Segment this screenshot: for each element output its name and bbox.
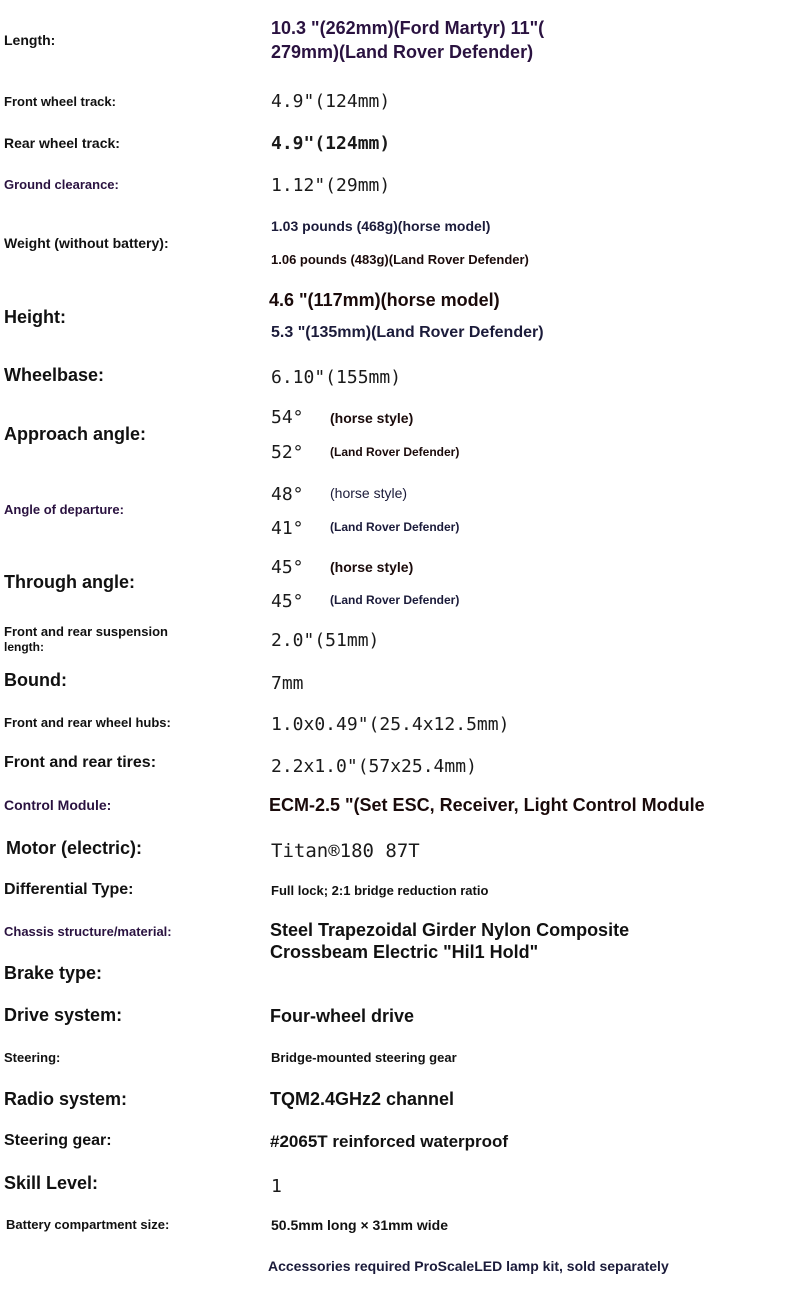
rear-track-value: 4.9"(124mm) xyxy=(271,133,391,154)
radio-label: Radio system: xyxy=(4,1089,128,1109)
length-value-1: 10.3 "(262mm)(Ford Martyr) 11"( xyxy=(271,18,545,38)
steering-gear-label: Steering gear: xyxy=(4,1132,112,1149)
weight-value-2: 1.06 pounds (483g)(Land Rover Defender) xyxy=(271,252,529,267)
control-module-value: ECM-2.5 "(Set ESC, Receiver, Light Control Module xyxy=(269,795,705,815)
departure-angle-label: Angle of departure: xyxy=(4,502,124,517)
approach-angle-horse: 54° xyxy=(271,407,304,428)
drive-label: Drive system: xyxy=(4,1005,123,1025)
approach-angle-horse-note: (horse style) xyxy=(330,410,414,426)
suspension-value: 2.0"(51mm) xyxy=(271,630,380,651)
accessories-note: Accessories required ProScaleLED lamp kit, sold separately xyxy=(268,1258,669,1274)
rear-track-label: Rear wheel track: xyxy=(4,135,120,151)
height-value-1: 4.6 "(117mm)(horse model) xyxy=(269,290,500,310)
approach-angle-defender: 52° xyxy=(271,442,304,463)
weight-value-1: 1.03 pounds (468g)(horse model) xyxy=(271,218,491,234)
steering-label: Steering: xyxy=(4,1050,61,1065)
weight-label: Weight (without battery): xyxy=(4,235,169,251)
length-label: Length: xyxy=(4,32,56,48)
through-angle-horse: 45° xyxy=(271,557,304,578)
differential-value: Full lock; 2:1 bridge reduction ratio xyxy=(271,883,489,898)
hubs-value: 1.0x0.49"(25.4x12.5mm) xyxy=(271,714,510,735)
motor-label: Motor (electric): xyxy=(6,838,143,858)
bound-label: Bound: xyxy=(4,670,67,690)
through-angle-horse-note: (horse style) xyxy=(330,559,414,575)
tires-label: Front and rear tires: xyxy=(4,754,157,771)
height-label: Height: xyxy=(4,307,66,327)
brake-label: Brake type: xyxy=(4,963,103,983)
approach-angle-defender-note: (Land Rover Defender) xyxy=(330,445,460,459)
drive-value: Four-wheel drive xyxy=(270,1006,415,1026)
radio-value: TQM2.4GHz2 channel xyxy=(270,1089,455,1109)
departure-angle-defender: 41° xyxy=(271,518,304,539)
skill-value: 1 xyxy=(271,1176,282,1197)
through-angle-defender: 45° xyxy=(271,591,304,612)
ground-clearance-value: 1.12"(29mm) xyxy=(271,175,391,196)
bound-value: 7mm xyxy=(271,673,304,694)
differential-label: Differential Type: xyxy=(4,881,134,898)
front-track-label: Front wheel track: xyxy=(4,94,116,109)
chassis-label: Chassis structure/material: xyxy=(4,924,172,939)
steering-value: Bridge-mounted steering gear xyxy=(271,1050,457,1065)
hubs-label: Front and rear wheel hubs: xyxy=(4,715,171,730)
departure-angle-horse: 48° xyxy=(271,484,304,505)
through-angle-label: Through angle: xyxy=(4,572,135,592)
length-value-2: 279mm)(Land Rover Defender) xyxy=(271,42,534,62)
front-track-value: 4.9"(124mm) xyxy=(271,91,391,112)
tires-value: 2.2x1.0"(57x25.4mm) xyxy=(271,756,477,777)
motor-value: Titan®180 87T xyxy=(271,840,420,862)
steering-gear-value: #2065T reinforced waterproof xyxy=(270,1132,509,1151)
height-value-2: 5.3 "(135mm)(Land Rover Defender) xyxy=(271,324,544,341)
wheelbase-value: 6.10"(155mm) xyxy=(271,367,402,388)
suspension-label-line-2: length: xyxy=(4,640,44,654)
wheelbase-label: Wheelbase: xyxy=(4,365,105,385)
approach-angle-label: Approach angle: xyxy=(4,424,147,444)
battery-label: Battery compartment size: xyxy=(6,1217,170,1232)
departure-angle-horse-note: (horse style) xyxy=(330,485,408,501)
departure-angle-defender-note: (Land Rover Defender) xyxy=(330,520,460,534)
through-angle-defender-note: (Land Rover Defender) xyxy=(330,593,460,607)
battery-value: 50.5mm long × 31mm wide xyxy=(271,1217,449,1233)
suspension-label-line-1: Front and rear suspension xyxy=(4,624,168,639)
ground-clearance-label: Ground clearance: xyxy=(4,177,119,192)
skill-label: Skill Level: xyxy=(4,1173,99,1193)
control-module-label: Control Module: xyxy=(4,797,112,813)
chassis-value: Steel Trapezoidal Girder Nylon Composite Crossbeam Electric "Hil1 Hold" xyxy=(270,920,630,962)
